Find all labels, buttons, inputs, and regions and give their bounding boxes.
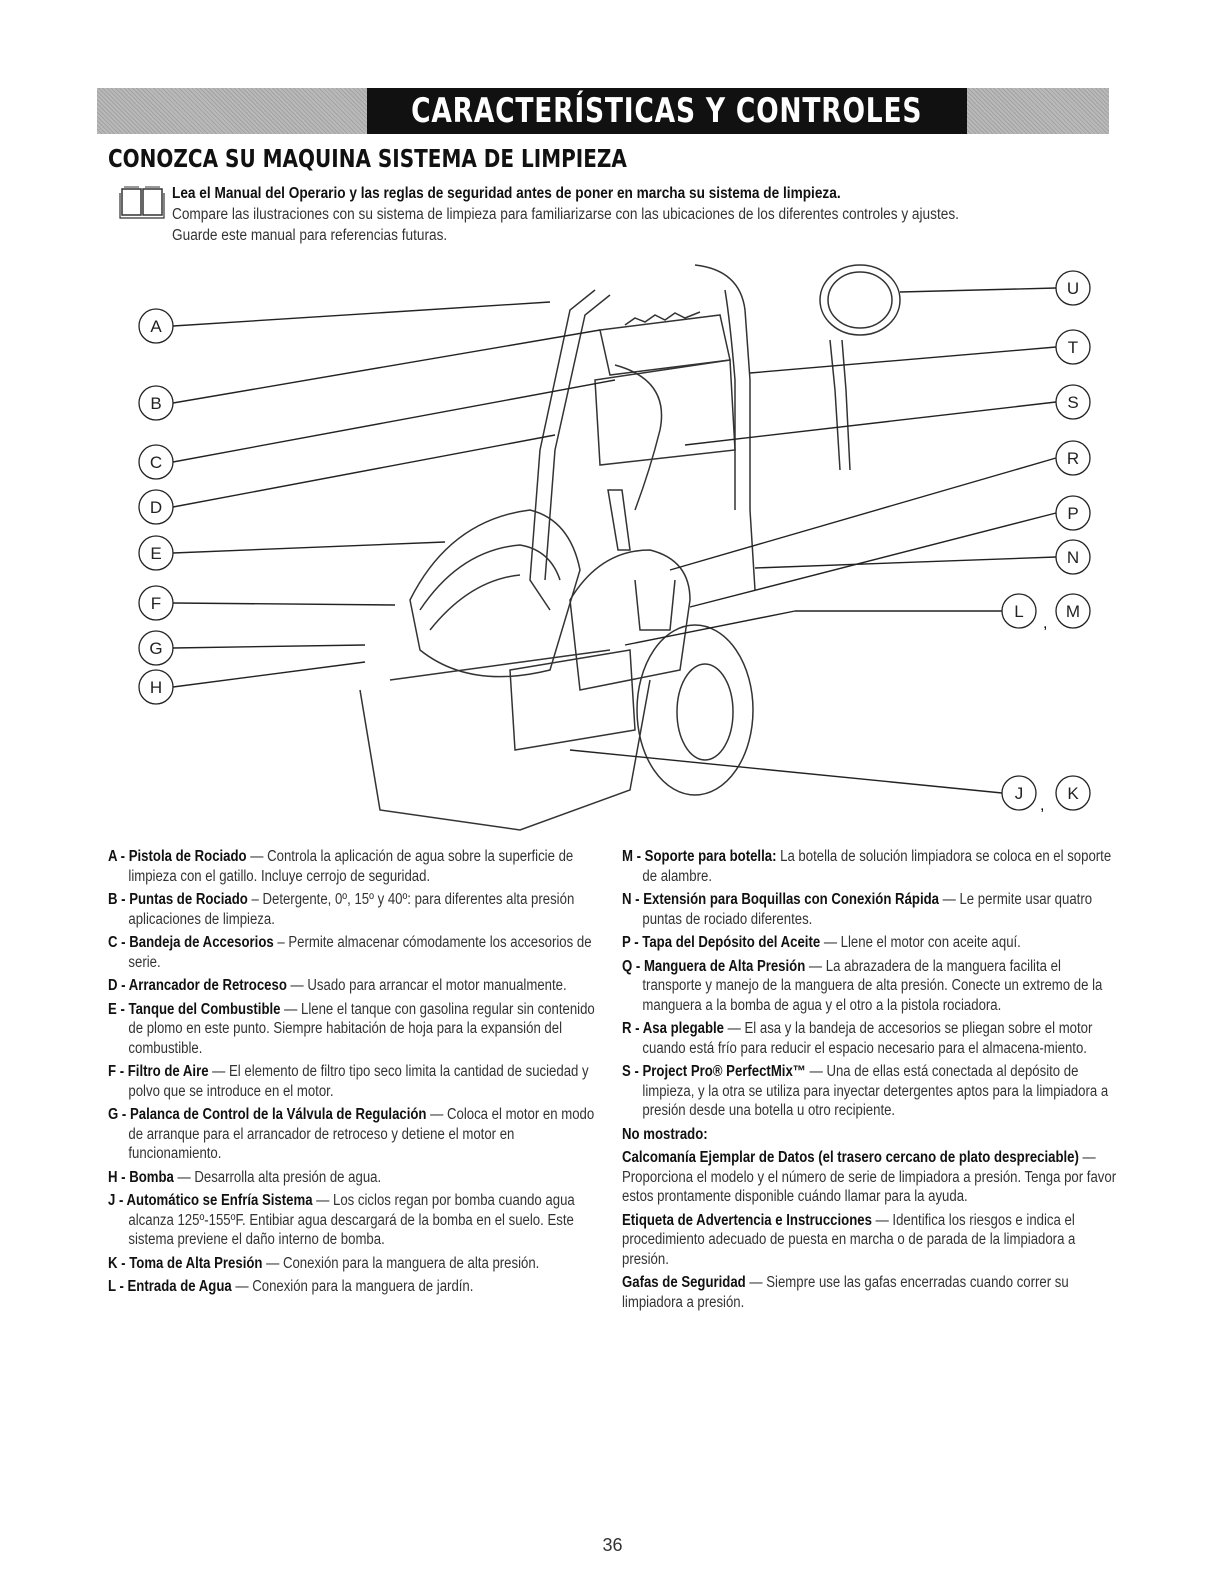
svg-text:N: N — [1066, 548, 1080, 567]
list-item: G - Palanca de Control de la Válvula de Regulación — Coloca el motor en modo de arranque para el arrancador de retroceso y detiene el motor en funcionamiento. — [108, 1106, 595, 1162]
list-item: R - Asa plegable — El asa y la bandeja de accesorios se pliegan sobre el motor cuando está frío para reducir el espacio necesario para el almacena-miento. — [622, 1020, 1093, 1057]
list-item: L - Entrada de Agua — Conexión para la manguera de jardín. — [108, 1278, 474, 1295]
intro-text — [172, 183, 1096, 246]
list-item: A - Pistola de Rociado — Controla la aplicación de agua sobre la superficie de limpieza con el gatillo. Incluye cerrojo de seguridad. — [108, 848, 574, 885]
svg-text:D: D — [149, 498, 163, 517]
svg-text:A: A — [150, 317, 162, 336]
callout-s — [1056, 385, 1090, 419]
svg-text:M: M — [1065, 602, 1081, 621]
list-item: Gafas de Seguridad — Siempre use las gafas encerradas cuando correr su limpiadora a presión. — [622, 1274, 1069, 1311]
callout-comma-jk: , — [1040, 797, 1045, 814]
callout-j — [1002, 776, 1036, 810]
intro-keep-manual: Guarde este manual para referencias futuras. — [172, 227, 448, 244]
not-shown-heading: No mostrado: — [622, 1125, 708, 1143]
svg-text:H: H — [149, 678, 163, 697]
callout-h — [139, 670, 173, 704]
list-item: Q - Manguera de Alta Presión — La abrazadera de la manguera facilita el transporte y manejo de la manguera de alta presión. Conecte un extremo de la manguera a la bomba de agua y el otro a la pistola rociadora. — [622, 957, 1103, 1014]
list-item: H - Bomba — Desarrolla alta presión de agua. — [108, 1168, 382, 1186]
callout-f — [139, 586, 173, 620]
callout-comma-lm: , — [1043, 615, 1048, 632]
callout-l — [1002, 594, 1036, 628]
banner-title-box — [367, 88, 967, 134]
svg-text:E: E — [150, 544, 162, 563]
list-item: P - Tapa del Depósito del Aceite — Llene el motor con aceite aquí. — [622, 934, 1021, 951]
svg-text:J: J — [1014, 784, 1024, 803]
list-item: K - Toma de Alta Presión — Conexión para la manguera de alta presión. — [108, 1254, 540, 1272]
callout-m — [1056, 594, 1090, 628]
list-item: S - Project Pro® PerfectMix™ — Una de ellas está conectada al depósito de limpieza, y la otra se utiliza para inyectar detergentes aptos para la limpiadora a presión desde una botella u otro recipiente. — [622, 1063, 1109, 1119]
machine-illustration — [360, 265, 900, 830]
list-item: E - Tanque del Combustible — Llene el tanque con gasolina regular sin contenido de plomo en este punto. Siempre habitación de hoja para la expansión del combustible. — [108, 1000, 595, 1057]
svg-text:P: P — [1067, 504, 1079, 523]
svg-text:R: R — [1066, 449, 1080, 468]
list-item: F - Filtro de Aire — El elemento de filtro tipo seco limita la cantidad de suciedad y polvo que se introduce en el motor. — [108, 1063, 589, 1100]
pressure-washer-diagram — [130, 250, 1110, 840]
intro-compare: Compare las ilustraciones con su sistema de limpieza para familiarizarse con las ubicaciones de los diferentes controles y ajustes. — [172, 206, 959, 223]
banner-title: CARACTERÍSTICAS Y CONTROLES — [411, 91, 923, 131]
parts-list-right — [622, 847, 1119, 1316]
list-item: M - Soporte para botella: La botella de solución limpiadora se coloca en el soporte de alambre. — [622, 848, 1112, 885]
intro-warning: Lea el Manual del Operario y las reglas de seguridad antes de poner en marcha su sistema de limpieza. — [172, 185, 841, 202]
svg-text:F: F — [150, 594, 162, 613]
page-number: 36 — [602, 1535, 623, 1555]
list-item: D - Arrancador de Retroceso — Usado para arrancar el motor manualmente. — [108, 977, 567, 994]
svg-text:L: L — [1014, 602, 1024, 621]
list-item: C - Bandeja de Accesorios – Permite almacenar cómodamente los accesorios de serie. — [108, 934, 592, 971]
parts-list-left — [108, 847, 601, 1301]
callout-p — [1056, 496, 1090, 530]
callout-t — [1056, 330, 1090, 364]
callout-u — [1056, 271, 1090, 305]
callout-a — [139, 309, 173, 343]
list-item: Calcomanía Ejemplar de Datos (el trasero cercano de plato despreciable) — Proporciona el modelo y el número de serie de limpiadora a presión. Tenga por favor estos prontamente disponible cuándo llamar para la ayuda. — [622, 1149, 1117, 1205]
list-item: N - Extensión para Boquillas con Conexión Rápida — Le permite usar quatro puntas de rociado diferentes. — [622, 891, 1093, 928]
callout-g — [139, 631, 173, 665]
list-item: Etiqueta de Advertencia e Instrucciones — Identifica los riesgos e indica el procedimiento adecuado de puesta en marcha o de parada de la limpiadora a presión. — [622, 1211, 1076, 1268]
svg-text:U: U — [1066, 279, 1080, 298]
svg-text:T: T — [1067, 338, 1079, 357]
callout-b — [139, 386, 173, 420]
svg-text:S: S — [1067, 393, 1079, 412]
svg-text:B: B — [150, 394, 162, 413]
callout-n — [1056, 540, 1090, 574]
svg-text:C: C — [149, 453, 163, 472]
callout-d — [139, 490, 173, 524]
section-subtitle: CONOZCA SU MAQUINA SISTEMA DE LIMPIEZA — [108, 144, 627, 173]
list-item: J - Automático se Enfría Sistema — Los ciclos regan por bomba cuando agua alcanza 125º-155ºF. Entibiar agua descargará de la bomba en el suelo. Este sistema previene el daño interno de bomba. — [108, 1192, 575, 1248]
list-item: B - Puntas de Rociado – Detergente, 0º, 15º y 40º: para diferentes alta presión aplicaciones de limpieza. — [108, 891, 575, 928]
svg-text:G: G — [149, 639, 163, 658]
callout-e — [139, 536, 173, 570]
leader-lines — [173, 288, 1056, 793]
callout-c — [139, 445, 173, 479]
callout-k — [1056, 776, 1090, 810]
section-banner — [97, 88, 1109, 134]
svg-text:K: K — [1067, 784, 1079, 803]
callout-r — [1056, 441, 1090, 475]
manual-book-icon — [118, 185, 166, 219]
